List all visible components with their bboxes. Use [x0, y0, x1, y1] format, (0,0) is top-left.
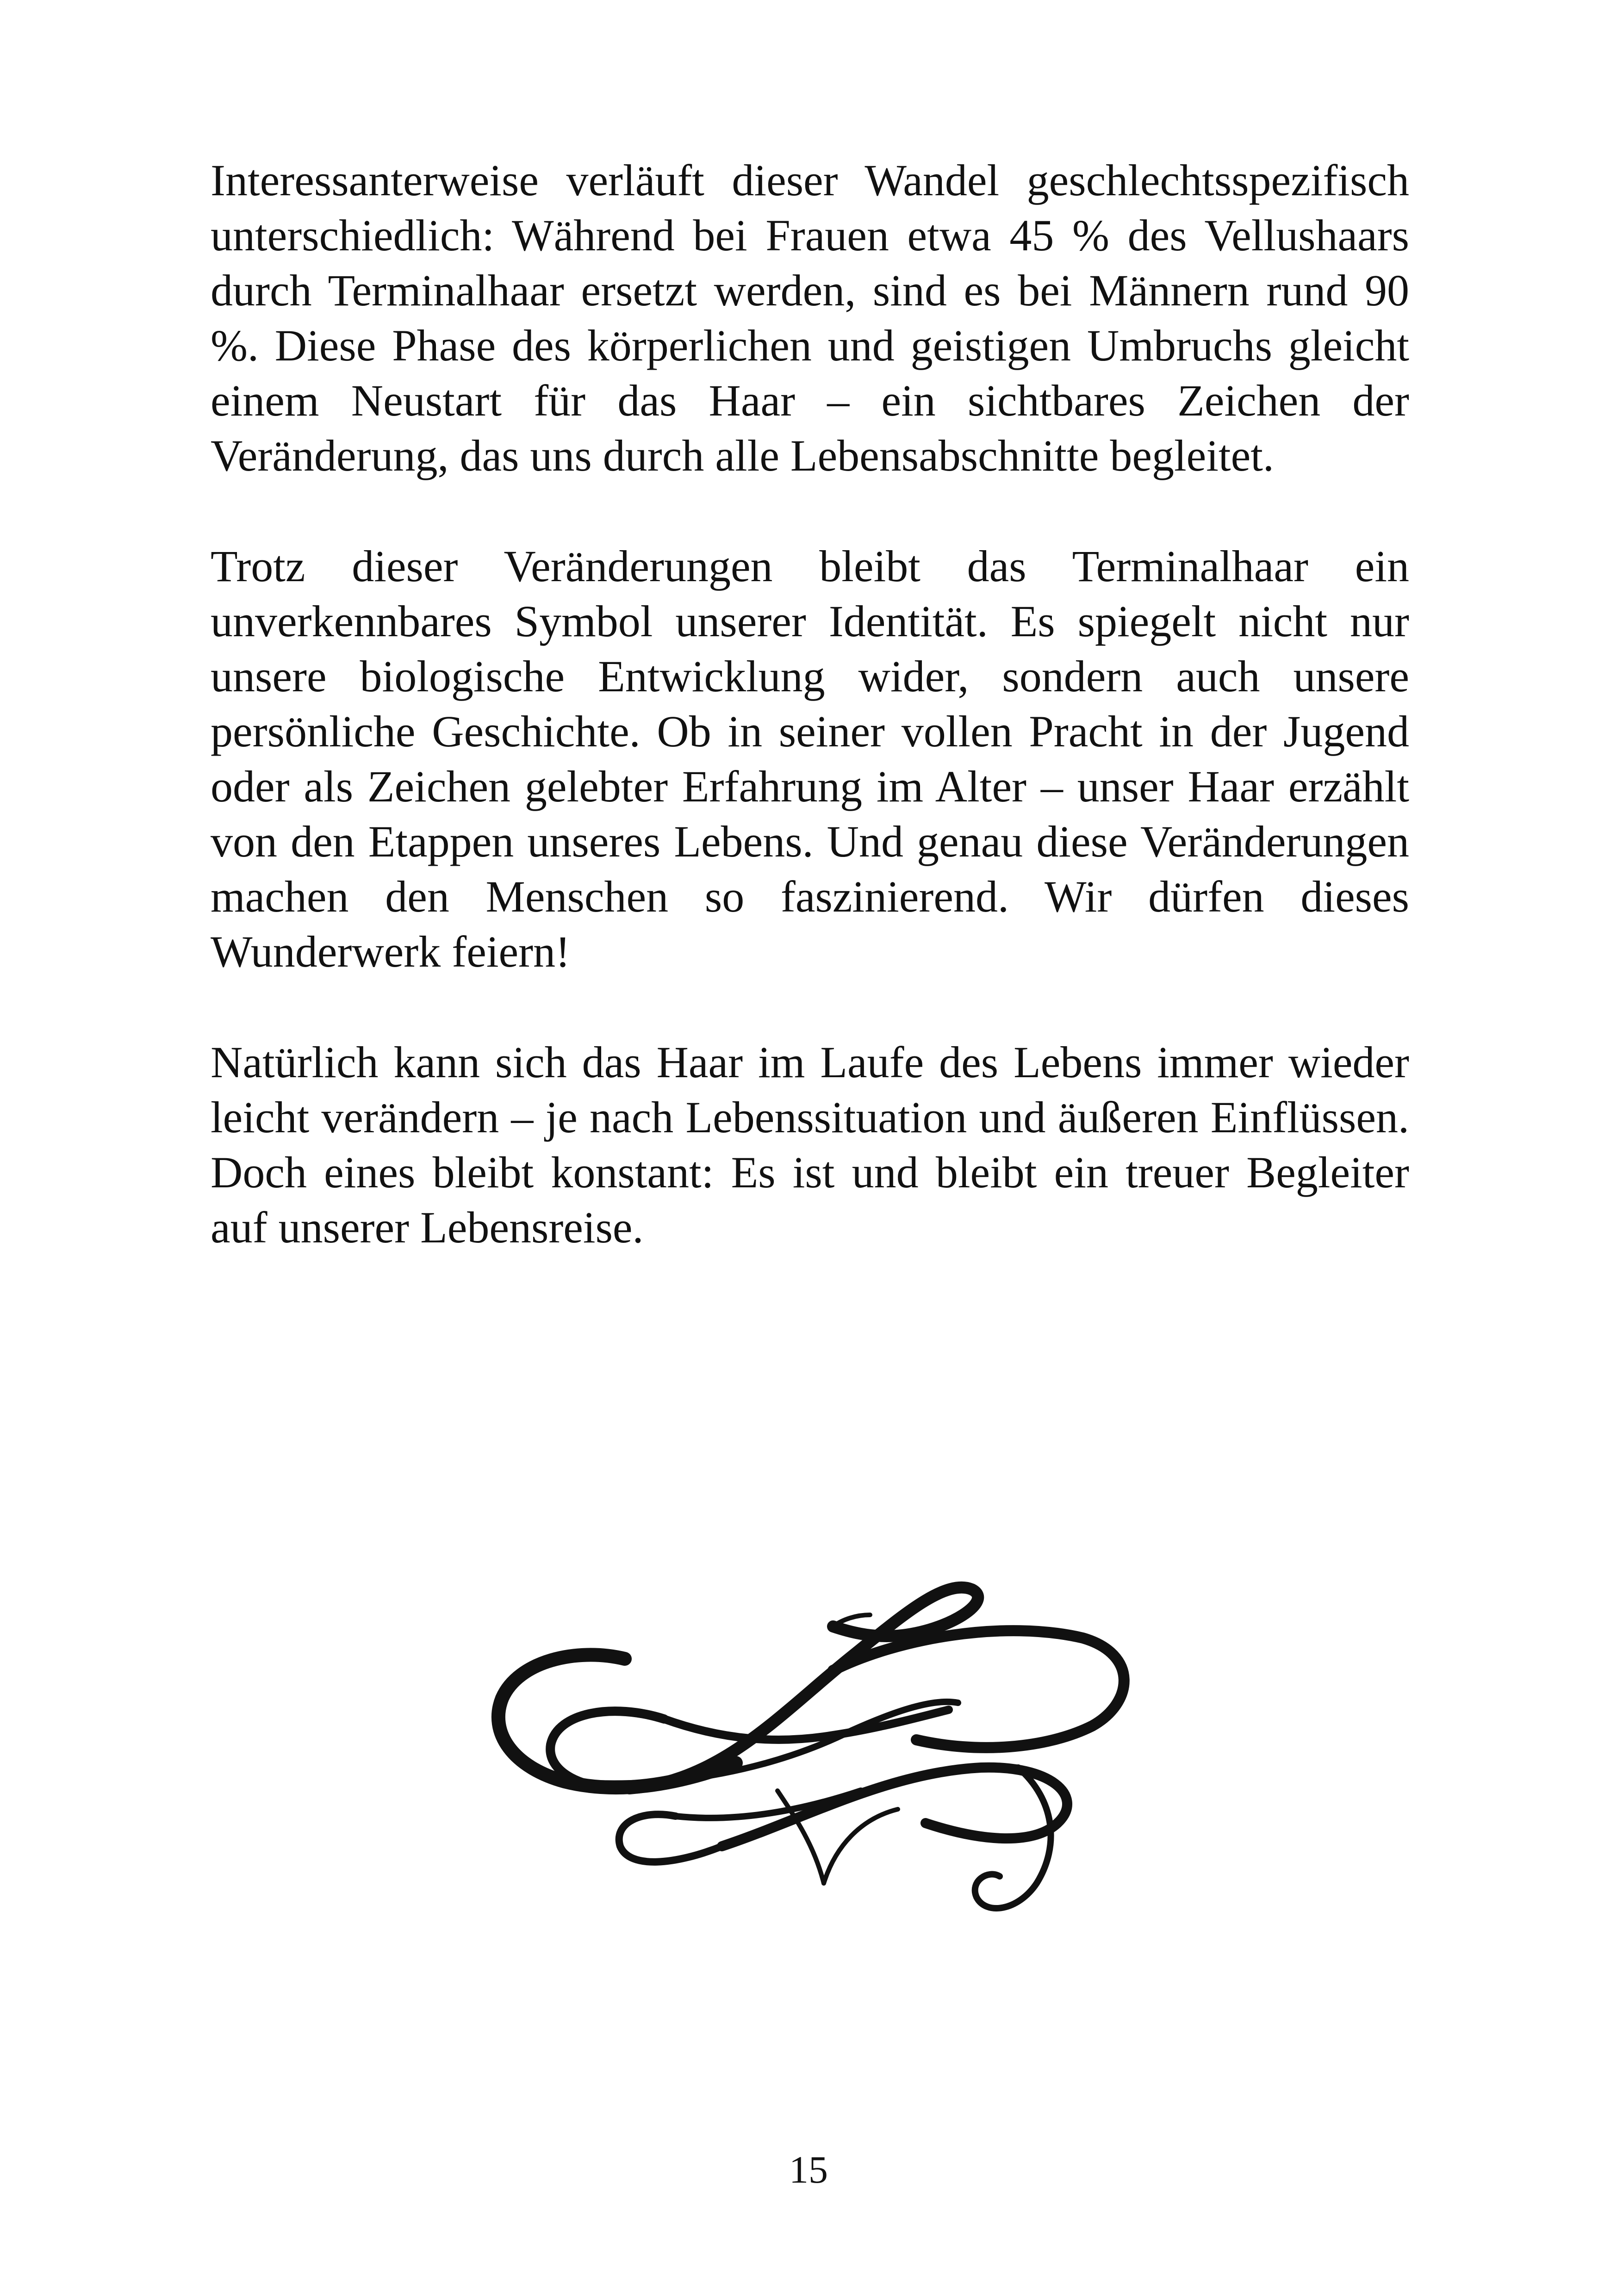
page-number: 15	[789, 2148, 828, 2191]
body-text	[211, 153, 1409, 1310]
calligraphic-flourish-icon	[481, 1550, 1143, 1930]
flourish-lower-right-loop	[722, 1768, 1067, 1846]
paragraph-2: Trotz dieser Veränderungen bleibt das Terminalhaar ein unverkennbares Symbol unserer Identität. Es spiegelt nicht nur unsere biologische Entwicklung wider, sondern auch unsere persönliche Geschichte. Ob in seiner vollen Pracht in der Jugend oder als Zeichen gelebter Erfahrung im Alter – unser Haar erzählt von den Etappen unseres Lebens. Und genau diese Veränderungen machen den Menschen so faszinierend. Wir dürfen dieses Wunderwerk feiern!	[211, 541, 1409, 976]
paragraph-3: Natürlich kann sich das Haar im Laufe des Lebens immer wieder leicht verändern – je nach Lebenssituation und äußeren Einflüssen. Doch eines bleibt konstant: Es ist und bleibt ein treuer Begleiter auf unserer Lebensreise.	[211, 1037, 1409, 1252]
flourish-inner-left-loop	[550, 1711, 664, 1788]
flourish-lower-left-loop	[619, 1814, 722, 1862]
paragraph-1: Interessanterweise verläuft dieser Wandel geschlechtsspezifisch unterschiedlich: Während bei Frauen etwa 45 % des Vellushaars durch Terminalhaar ersetzt werden, sind es bei Männern rund 90 %. Diese Phase des körperlichen und geistigen Umbruchs gleicht einem Neustart für das Haar – ein sichtbares Zeichen der Veränderung, das uns durch alle Lebensabschnitte begleitet.	[211, 155, 1409, 480]
flourish-weave-upper	[664, 1710, 949, 1740]
flourish-main-diagonal	[629, 1588, 978, 1788]
flourish-top-curl	[833, 1615, 870, 1626]
flourish-center-pendant-right	[824, 1809, 898, 1883]
